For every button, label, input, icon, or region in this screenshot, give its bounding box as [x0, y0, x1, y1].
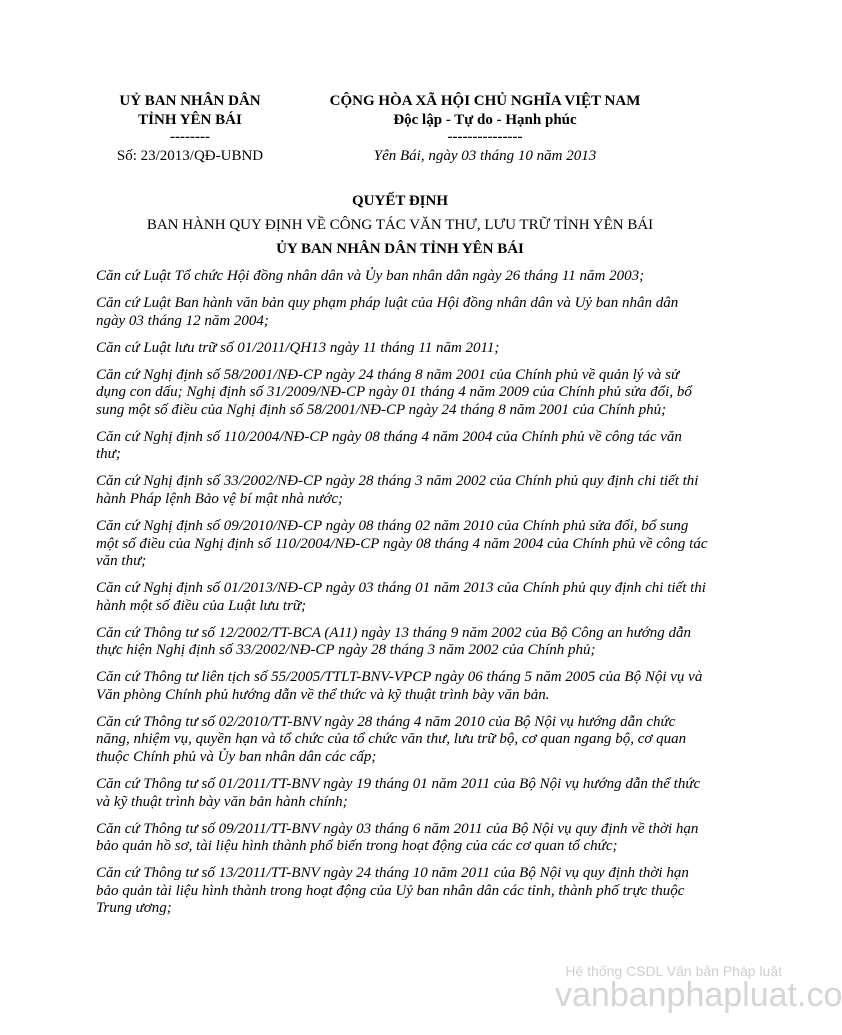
agency-name-line2: TỈNH YÊN BÁI [138, 112, 242, 128]
watermark-caption: Hệ thống CSDL Văn bản Pháp luật [565, 963, 782, 979]
issuing-agency-block [90, 92, 290, 144]
national-title-block [290, 92, 680, 144]
agency-name-line1: UỶ BAN NHÂN DÂN [119, 93, 261, 109]
place-date: Yên Bái, ngày 03 tháng 10 năm 2013 [373, 148, 597, 164]
motto-separator: --------------- [447, 129, 523, 145]
document-issuer: ỦY BAN NHÂN DÂN TỈNH YÊN BÁI [276, 241, 524, 257]
legal-basis-paragraph: Căn cứ Nghị định số 01/2013/NĐ-CP ngày 03 tháng 01 năm 2013 của Chính phủ quy định chi tiết thi hành một số điều của Luật lưu trữ; [96, 580, 706, 614]
watermark-site: vanbanphapluat.co [555, 976, 842, 1014]
legal-basis-paragraph: Căn cứ Nghị định số 58/2001/NĐ-CP ngày 24 tháng 8 năm 2001 của Chính phủ về quản lý và sử dụng con dấu; Nghị định số 31/2009/NĐ-CP ngày 01 tháng 4 năm 2009 của Chính phủ sửa đổi, bổ sung một số điều của Nghị định số 58/2001/NĐ-CP ngày 24 tháng 8 năm 2001 của Chính phủ; [96, 366, 692, 418]
legal-basis-paragraph: Căn cứ Luật Tổ chức Hội đồng nhân dân và Ủy ban nhân dân ngày 26 tháng 11 năm 2003; [96, 268, 645, 284]
legal-basis-paragraph: Căn cứ Thông tư số 09/2011/TT-BNV ngày 03 tháng 6 năm 2011 của Bộ Nội vụ quy định về thời hạn bảo quản hồ sơ, tài liệu hình thành phổ biến trong hoạt động của các cơ quan tổ chức; [96, 820, 699, 855]
legal-basis-paragraph: Căn cứ Thông tư số 02/2010/TT-BNV ngày 28 tháng 4 năm 2010 của Bộ Nội vụ hướng dẫn chức năng, nhiệm vụ, quyền hạn và tổ chức của tổ chức văn thư, lưu trữ bộ, cơ quan ngang bộ, cơ quan thuộc Chính phủ và Ủy ban nhân dân các cấp; [96, 713, 687, 765]
legal-basis-paragraph: Căn cứ Thông tư số 01/2011/TT-BNV ngày 19 tháng 01 năm 2011 của Bộ Nội vụ hướng dẫn thể thức và kỹ thuật trình bày văn bản hành chính; [96, 776, 701, 810]
legal-basis-paragraph: Căn cứ Thông tư liên tịch số 55/2005/TTLT-BNV-VPCP ngày 06 tháng 5 năm 2005 của Bộ Nội vụ và Văn phòng Chính phủ hướng dẫn về thể thức và kỹ thuật trình bày văn bản. [96, 669, 703, 703]
document-subject: BAN HÀNH QUY ĐỊNH VỀ CÔNG TÁC VĂN THƯ, LƯU TRỮ TỈNH YÊN BÁI [146, 217, 654, 233]
legal-basis-paragraph: Căn cứ Luật Ban hành văn bản quy phạm pháp luật của Hội đồng nhân dân và Uỷ ban nhân dân ngày 03 tháng 12 năm 2004; [96, 295, 679, 329]
national-title: CỘNG HÒA XÃ HỘI CHỦ NGHĨA VIỆT NAM [329, 93, 641, 109]
legal-basis-paragraph: Căn cứ Thông tư số 12/2002/TT-BCA (A11) ngày 13 tháng 9 năm 2002 của Bộ Công an hướng dẫn thực hiện Nghị định số 33/2002/NĐ-CP ngày 28 tháng 3 năm 2002 của Chính phủ; [96, 624, 692, 659]
legal-basis-paragraph: Căn cứ Thông tư số 13/2011/TT-BNV ngày 24 tháng 10 năm 2011 của Bộ Nội vụ quy định thời hạn bảo quản tài liệu hình thành trong hoạt động của Uỷ ban nhân dân các tỉnh, thành phố trực thuộc Trung ương; [96, 865, 689, 917]
legal-basis-paragraph: Căn cứ Nghị định số 110/2004/NĐ-CP ngày 08 tháng 4 năm 2004 của Chính phủ về công tác văn thư; [96, 428, 682, 463]
document-number: Số: 23/2013/QĐ-UBND [116, 148, 264, 164]
national-motto: Độc lập - Tự do - Hạnh phúc [393, 112, 577, 128]
legal-basis-paragraph: Căn cứ Nghị định số 33/2002/NĐ-CP ngày 28 tháng 3 năm 2002 của Chính phủ quy định chi tiết thi hành Pháp lệnh Bảo vệ bí mật nhà nước; [96, 473, 699, 507]
legal-basis-paragraph: Căn cứ Nghị định số 09/2010/NĐ-CP ngày 08 tháng 02 năm 2010 của Chính phủ sửa đổi, bổ sung một số điều của Nghị định số 110/2004/NĐ-CP ngày 08 tháng 4 năm 2004 của Chính phủ về công tác văn thư; [96, 518, 708, 570]
legal-basis-list [96, 268, 708, 927]
legal-basis-paragraph: Căn cứ Luật lưu trữ số 01/2011/QH13 ngày 11 tháng 11 năm 2011; [96, 339, 500, 356]
document-type: QUYẾT ĐỊNH [352, 193, 448, 209]
agency-separator: -------- [170, 129, 210, 145]
